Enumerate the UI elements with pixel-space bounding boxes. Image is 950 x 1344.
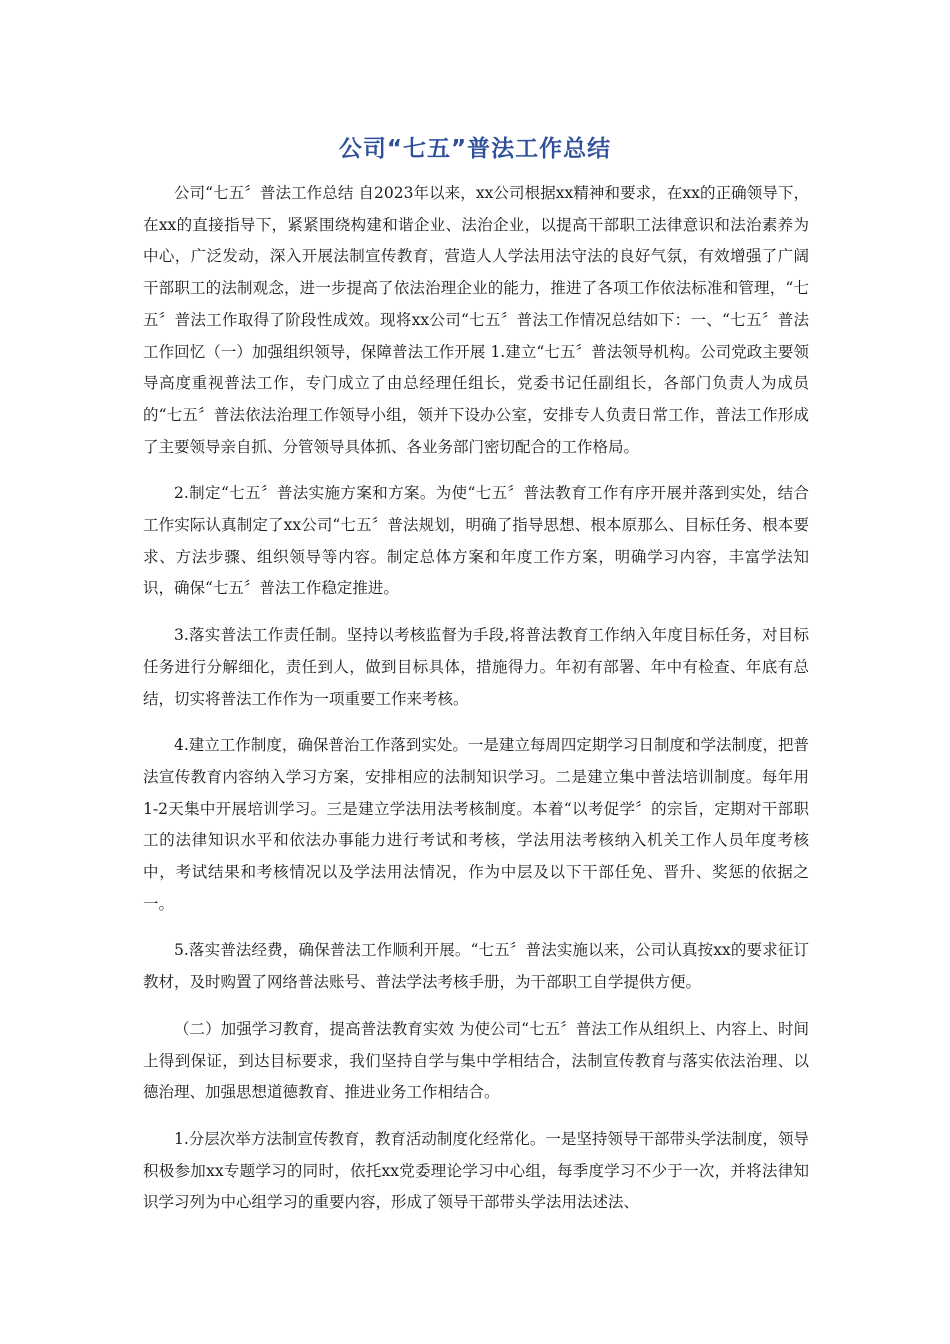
paragraph: 3.落实普法工作责任制。坚持以考核监督为手段,将普法教育工作纳入年度目标任务，对目标任务进行分解细化，责任到人，做到目标具体，措施得力。年初有部署、年中有检查、年底有总结，切实将普法工作作为一项重要工作来考核。 [143,626,809,708]
document-body [143,178,809,1234]
paragraph: 4.建立工作制度，确保普治工作落到实处。一是建立每周四定期学习日制度和学法制度，把普法宣传教育内容纳入学习方案，安排相应的法制知识学习。二是建立集中普法培训制度。每年用1-2天集中开展培训学习。三是建立学法用法考核制度。本着“以考促学〞的宗旨，定期对干部职工的法律知识水平和依法办事能力进行考试和考核，学法用法考核纳入机关工作人员年度考核中，考试结果和考核情况以及学法用法情况，作为中层及以下干部任免、晋升、奖惩的依据之一。 [143,736,809,913]
paragraph: 公司“七五〞普法工作总结 自2023年以来，xx公司根据xx精神和要求，在xx的正确领导下，在xx的直接指导下，紧紧围绕构建和谐企业、法治企业，以提高干部职工法律意识和法治素养为中心，广泛发动，深入开展法制宣传教育，营造人人学法用法守法的良好气氛，有效增强了广阔干部职工的法制观念，进一步提高了依法治理企业的能力，推进了各项工作依法标准和管理，“七五〞普法工作取得了阶段性成效。现将xx公司“七五〞普法工作情况总结如下：一、“七五〞普法工作回忆（一）加强组织领导，保障普法工作开展 1.建立“七五〞普法领导机构。公司党政主要领导高度重视普法工作，专门成立了由总经理任组长，党委书记任副组长，各部门负责人为成员的“七五〞普法依法治理工作领导小组，领并下设办公室，安排专人负责日常工作，普法工作形成了主要领导亲自抓、分管领导具体抓、各业务部门密切配合的工作格局。 [143,184,809,456]
paragraph: 5.落实普法经费，确保普法工作顺利开展。“七五〞普法实施以来，公司认真按xx的要求征订教材，及时购置了网络普法账号、普法学法考核手册，为干部职工自学提供方便。 [143,941,809,992]
document-title: 公司“七五”普法工作总结 [338,136,612,162]
paragraph: （二）加强学习教育，提高普法教育实效 为使公司“七五〞普法工作从组织上、内容上、时间上得到保证，到达目标要求，我们坚持自学与集中学相结合，法制宣传教育与落实依法治理、以德治理、加强思想道德教育、推进业务工作相结合。 [143,1019,809,1102]
paragraph: 1.分层次举方法制宣传教育，教育活动制度化经常化。一是坚持领导干部带头学法制度，领导积极参加xx专题学习的同时，依托xx党委理论学习中心组，每季度学习不少于一次，并将法律知识学习列为中心组学习的重要内容，形成了领导干部带头学法用法述法、 [143,1129,809,1212]
paragraph: 2.制定“七五〞普法实施方案和方案。为使“七五〞普法教育工作有序开展并落到实处，结合工作实际认真制定了xx公司“七五〞普法规划，明确了指导思想、根本原那么、目标任务、根本要求、方法步骤、组织领导等内容。制定总体方案和年度工作方案，明确学习内容，丰富学法知识，确保“七五〞普法工作稳定推进。 [143,484,809,598]
